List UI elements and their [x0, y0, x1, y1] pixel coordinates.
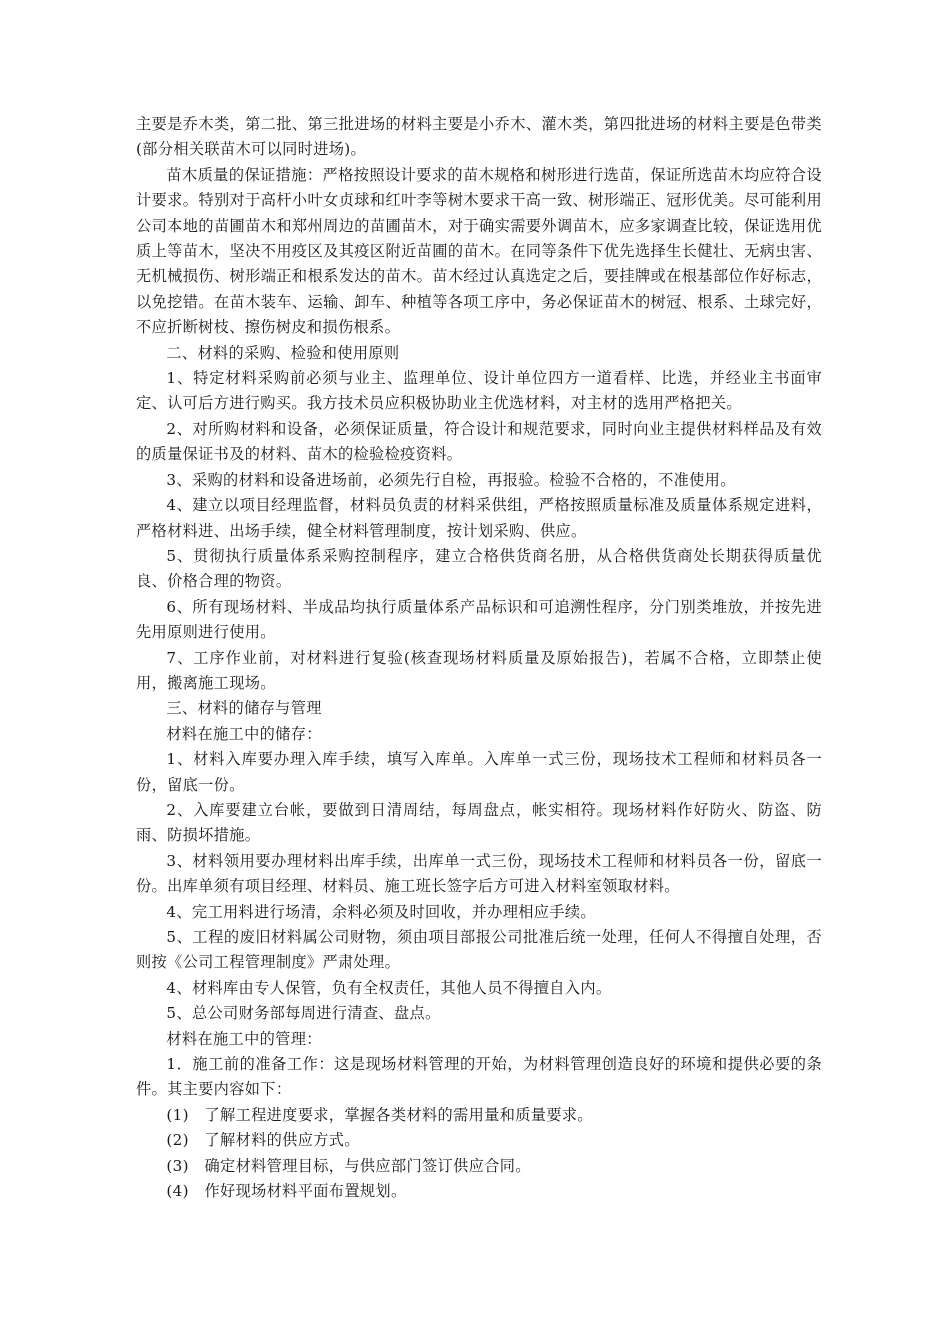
list-item: 1．施工前的准备工作：这是现场材料管理的开始，为材料管理创造良好的环境和提供必要的条件。其主要内容如下： [136, 1055, 822, 1099]
list-item: 5、总公司财务部每周进行清查、盘点。 [166, 1004, 441, 1023]
list-item: 1、材料入库要办理入库手续，填写入库单。入库单一式三份，现场技术工程师和材料员各一份，留底一份。 [136, 750, 822, 794]
paragraph-seedling-quality: 苗木质量的保证措施：严格按照设计要求的苗木规格和树形进行选苗，保证所选苗木均应符合设计要求。特别对于高杆小叶女贞球和红叶李等树木要求干高一致、树形端正、冠形优美。尽可能利用公司本地的苗圃苗木和郑州周边的苗圃苗木，对于确实需要外调苗木，应多家调查比较，保证选用优质上等苗木，坚决不用疫区及其疫区附近苗圃的苗木。在同等条件下优先选择生长健壮、无病虫害、无机械损伤、树形端正和根系发达的苗木。苗木经过认真选定之后，要挂牌或在根基部位作好标志，以免挖错。在苗木装车、运输、卸车、种植等各项工序中，务必保证苗木的树冠、根系、土球完好，不应折断树枝、擦伤树皮和损伤根系。 [136, 165, 822, 337]
list-item: 4、完工用料进行场清，余料必须及时回收，并办理相应手续。 [166, 902, 596, 921]
list-item: 2、入库要建立台帐，要做到日清周结，每周盘点，帐实相符。现场材料作好防火、防盗、防雨、防损坏措施。 [136, 800, 822, 845]
subheading-management: 材料在施工中的管理： [166, 1029, 322, 1048]
subheading-storage: 材料在施工中的储存： [166, 724, 322, 743]
list-item: 1、特定材料采购前必须与业主、监理单位、设计单位四方一道看样、比选，并经业主书面审定、认可后方进行购买。我方技术员应积极协助业主优选材料，对主材的选用严格把关。 [136, 369, 822, 413]
sub-list-item: (1) 了解工程进度要求，掌握各类材料的需用量和质量要求。 [166, 1105, 593, 1124]
list-item: 6、所有现场材料、半成品均执行质量体系产品标识和可追溯性程序，分门别类堆放，并按先进先用原则进行使用。 [136, 597, 822, 642]
sub-list-item: (3) 确定材料管理目标，与供应部门签订供应合同。 [166, 1156, 531, 1175]
list-item: 5、工程的废旧材料属公司财物，须由项目部报公司批准后统一处理，任何人不得擅自处理，否则按《公司工程管理制度》严肃处理。 [136, 928, 822, 972]
list-item: 7、工序作业前，对材料进行复验(核查现场材料质量及原始报告)，若属不合格，立即禁止使用，搬离施工现场。 [136, 648, 822, 692]
sub-list-item: (4) 作好现场材料平面布置规划。 [166, 1182, 407, 1201]
document-body [136, 112, 822, 1204]
section-heading-2: 二、材料的采购、检验和使用原则 [166, 343, 400, 362]
section-heading-3: 三、材料的储存与管理 [166, 699, 322, 718]
paragraph-1: 主要是乔木类，第二批、第三批进场的材料主要是小乔木、灌木类，第四批进场的材料主要是色带类(部分相关联苗木可以同时进场)。 [136, 115, 822, 159]
list-item: 4、材料库由专人保管，负有全权责任，其他人员不得擅自入内。 [166, 978, 612, 997]
list-item: 3、材料领用要办理材料出库手续，出库单一式三份，现场技术工程师和材料员各一份，留底一份。出库单须有项目经理、材料员、施工班长签字后方可进入材料室领取材料。 [136, 851, 822, 896]
list-item: 4、建立以项目经理监督，材料员负责的材料采供组，严格按照质量标准及质量体系规定进料，严格材料进、出场手续，健全材料管理制度，按计划采购、供应。 [136, 496, 822, 540]
list-item: 2、对所购材料和设备，必须保证质量，符合设计和规范要求，同时向业主提供材料样品及有效的质量保证书及的材料、苗木的检验检疫资料。 [136, 419, 822, 464]
list-item: 5、贯彻执行质量体系采购控制程序，建立合格供货商名册，从合格供货商处长期获得质量优良、价格合理的物资。 [136, 546, 822, 591]
sub-list-item: (2) 了解材料的供应方式。 [166, 1131, 360, 1150]
list-item: 3、采购的材料和设备进场前，必须先行自检，再报验。检验不合格的，不准使用。 [166, 470, 736, 489]
